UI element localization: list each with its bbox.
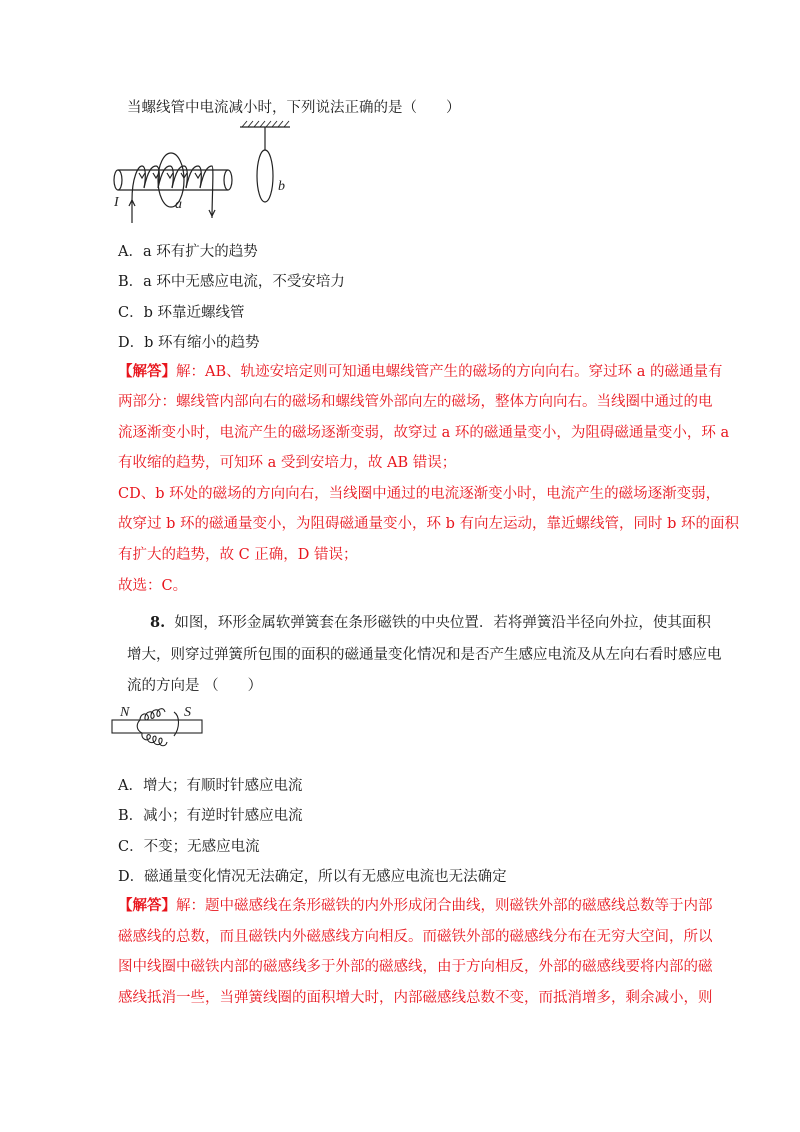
q7-option-c: C．b 环靠近螺线管 (118, 305, 245, 321)
label-a: a (175, 197, 182, 212)
q8-number: 8. (150, 614, 166, 631)
label-S: S (184, 705, 191, 720)
q8-answer-line-1: 【解答】解：题中磁感线在条形磁铁的内外形成闭合曲线，则磁铁外部的磁感线总数等于内部 (118, 897, 713, 914)
q7-option-d: D．b 环有缩小的趋势 (118, 335, 260, 351)
q7-answer-line-1: 【解答】解：AB、轨迹安培定则可知通电螺线管产生的磁场的方向向右。穿过环 a 的磁通量有 (118, 363, 723, 380)
q8-option-d: D．磁通量变化情况无法确定，所以有无感应电流也无法确定 (118, 869, 507, 885)
q8-answer-line-3: 图中线圈中磁铁内部的磁感线多于外部的磁感线，由于方向相反，外部的磁感线要将内部的磁 (118, 959, 713, 975)
q8-answer-line-2: 磁感线的总数，而且磁铁内外磁感线方向相反。而磁铁外部的磁感线分布在无穷大空间，所以 (118, 929, 713, 945)
q7-answer-line-8: 故选：C。 (118, 578, 188, 594)
q7-answer-line-6: 故穿过 b 环的磁通量变小，为阻碍磁通量变小，环 b 有向左运动，靠近螺线管，同时 b 环的面积 (118, 516, 739, 532)
magnet-spring-figure (110, 700, 210, 750)
q8-option-a: A．增大；有顺时针感应电流 (118, 778, 303, 794)
q7-answer-tag: 【解答】 (118, 363, 176, 380)
q8-option-c: C．不变；无感应电流 (118, 839, 260, 855)
q8-answer-tag: 【解答】 (118, 897, 176, 914)
q8-stem-line-1: 8. 如图，环形金属软弹簧套在条形磁铁的中央位置．若将弹簧沿半径向外拉，使其面积 (150, 614, 711, 631)
q8-stem-line-2: 增大，则穿过弹簧所包围的面积的磁通量变化情况和是否产生感应电流及从左向右看时感应电 (127, 647, 722, 663)
label-N: N (120, 705, 130, 720)
q8-answer-line-4: 感线抵消一些，当弹簧线圈的面积增大时，内部磁感线总数不变，而抵消增多，剩余减小，则 (118, 990, 713, 1006)
q7-stem: 当螺线管中电流减小时，下列说法正确的是（ ） (127, 100, 461, 116)
q7-answer-line-7: 有扩大的趋势，故 C 正确，D 错误； (118, 547, 358, 563)
label-b: b (278, 179, 285, 194)
q8-option-b: B．减小；有逆时针感应电流 (118, 808, 303, 824)
label-I: I (114, 195, 119, 210)
q7-option-a: A．a 环有扩大的趋势 (118, 244, 258, 260)
solenoid-figure (108, 118, 308, 228)
q8-stem-line-3: 流的方向是 （ ） (127, 678, 263, 694)
q7-option-b: B．a 环中无感应电流，不受安培力 (118, 274, 345, 290)
q7-answer-line-3: 流逐渐变小时，电流产生的磁场逐渐变弱，故穿过 a 环的磁通量变小，为阻碍磁通量变小，环 a (118, 425, 730, 441)
q7-answer-line-4: 有收缩的趋势，可知环 a 受到安培力，故 AB 错误； (118, 455, 457, 471)
q7-answer-line-5: CD、b 环处的磁场的方向向右，当线圈中通过的电流逐渐变小时，电流产生的磁场逐渐变弱， (118, 486, 721, 502)
q7-answer-line-2: 两部分：螺线管内部向右的磁场和螺线管外部向左的磁场，整体方向向右。当线圈中通过的电 (118, 394, 713, 410)
